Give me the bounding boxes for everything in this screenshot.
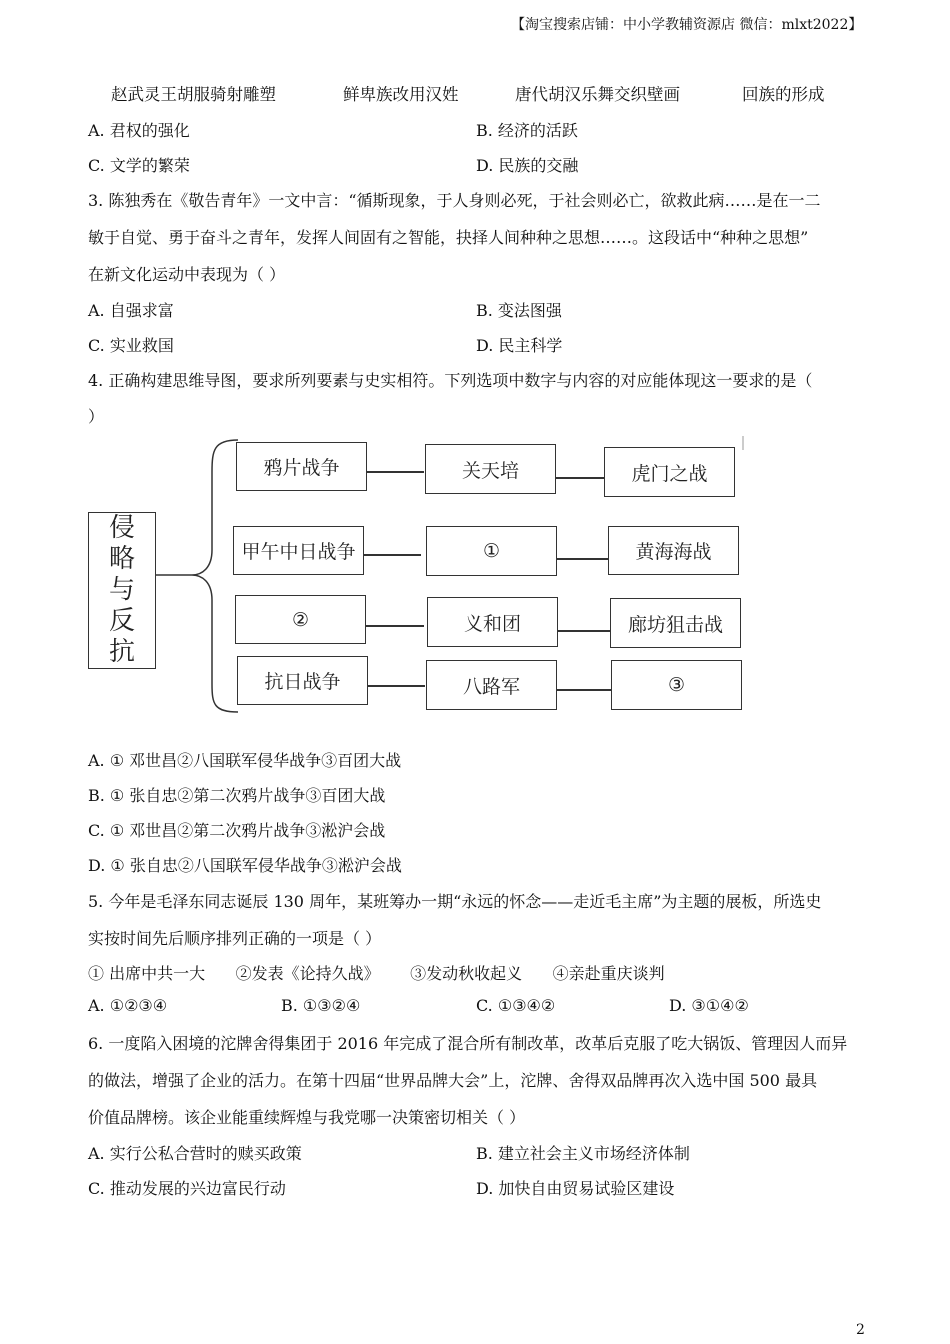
node-blank-1: ① <box>426 526 557 576</box>
connector <box>368 685 425 687</box>
q4-option-a: A. ① 邓世昌②八国联军侵华战争③百团大战 <box>88 751 402 770</box>
q2-option-d: D. 民族的交融 <box>476 156 579 175</box>
connector <box>557 558 608 560</box>
q6-stem-line-1: 6. 一度陷入困境的沱牌舍得集团于 2016 年完成了混合所有制改革，改革后克服了吃大锅饭、管理因人而异 <box>88 1034 848 1053</box>
root-box <box>88 512 156 669</box>
q3-option-d: D. 民主科学 <box>476 336 563 355</box>
q5-stem-line-1: 5. 今年是毛泽东同志诞辰 130 周年，某班筹办一期“永远的怀念——走近毛主席”为主题的展板，所选史 <box>88 892 822 911</box>
mind-map-diagram <box>88 432 748 716</box>
q6-option-d: D. 加快自由贸易试验区建设 <box>476 1179 675 1198</box>
node-humen-battle: 虎门之战 <box>604 447 735 497</box>
q4-option-c: C. ① 邓世昌②第二次鸦片战争③淞沪会战 <box>88 821 386 840</box>
q6-option-a: A. 实行公私合营时的赎买政策 <box>88 1144 302 1163</box>
q6-stem-line-3: 价值品牌榜。该企业能重续辉煌与我党哪一决策密切相关（ ） <box>88 1108 526 1127</box>
caption-3: 唐代胡汉乐舞交织壁画 <box>515 85 680 104</box>
caption-4: 回族的形成 <box>742 85 825 104</box>
q5-option-c: C. ①③④② <box>476 996 556 1015</box>
connector <box>557 689 611 691</box>
root-char-5: 抗 <box>108 637 135 667</box>
caption-1: 赵武灵王胡服骑射雕塑 <box>111 85 276 104</box>
node-anti-japanese-war: 抗日战争 <box>237 656 368 705</box>
q5-option-d: D. ③①④② <box>669 996 749 1015</box>
node-blank-3: ③ <box>611 660 742 710</box>
root-char-1: 侵 <box>108 513 135 543</box>
q5-option-b: B. ①③②④ <box>281 996 361 1015</box>
caption-2: 鲜卑族改用汉姓 <box>343 85 459 104</box>
q3-stem-line-3: 在新文化运动中表现为（ ） <box>88 265 286 284</box>
connector <box>555 477 604 479</box>
q2-option-b: B. 经济的活跃 <box>476 121 578 140</box>
node-langfang-battle: 廊坊狙击战 <box>610 598 741 648</box>
q3-stem-line-1: 3. 陈独秀在《敬告青年》一文中言：“循斯现象，于人身则必死，于社会则必亡，欲救此病……是在一二 <box>88 191 821 210</box>
root-char-4: 反 <box>108 606 135 636</box>
q4-option-d: D. ① 张自忠②八国联军侵华战争③淞沪会战 <box>88 856 402 875</box>
q6-option-b: B. 建立社会主义市场经济体制 <box>476 1144 690 1163</box>
node-sino-japanese-war: 甲午中日战争 <box>233 526 364 575</box>
q3-option-a: A. 自强求富 <box>88 301 174 320</box>
q4-option-b: B. ① 张自忠②第二次鸦片战争③百团大战 <box>88 786 386 805</box>
node-eighth-route-army: 八路军 <box>426 660 557 710</box>
node-opium-war: 鸦片战争 <box>236 442 367 491</box>
q5-stem-line-2: 实按时间先后顺序排列正确的一项是（ ） <box>88 929 382 948</box>
q2-option-c: C. 文学的繁荣 <box>88 156 190 175</box>
q4-stem-line-1: 4. 正确构建思维导图，要求所列要素与史实相符。下列选项中数字与内容的对应能体现这一要求的是（ <box>88 371 813 390</box>
q2-option-a: A. 君权的强化 <box>88 121 190 140</box>
q5-option-a: A. ①②③④ <box>88 996 168 1015</box>
connector <box>364 554 421 556</box>
node-yellow-sea-battle: 黄海海战 <box>608 526 739 575</box>
q5-items: ① 出席中共一大 ②发表《论持久战》 ③发动秋收起义 ④亲赴重庆谈判 <box>88 964 665 983</box>
connector <box>367 471 424 473</box>
page-header: 【淘宝搜索店铺：中小学教辅资源店 微信：mlxt2022】 <box>511 17 863 33</box>
node-boxers: 义和团 <box>427 597 558 647</box>
root-char-3: 与 <box>108 575 135 605</box>
q6-stem-line-2: 的做法，增强了企业的活力。在第十四届“世界品牌大会”上，沱牌、舍得双品牌再次入选中国 500 最具 <box>88 1071 818 1090</box>
q6-option-c: C. 推动发展的兴边富民行动 <box>88 1179 286 1198</box>
node-guan-tianpei: 关天培 <box>425 444 556 494</box>
q3-option-c: C. 实业救国 <box>88 336 174 355</box>
connector <box>557 630 610 632</box>
node-blank-2: ② <box>235 595 366 644</box>
page-number: 2 <box>856 1322 865 1338</box>
connector <box>366 625 424 627</box>
q3-option-b: B. 变法图强 <box>476 301 562 320</box>
q3-stem-line-2: 敏于自觉、勇于奋斗之青年，发挥人间固有之智能，抉择人间种种之思想……。这段话中“种种之思想” <box>88 228 809 247</box>
root-char-2: 略 <box>108 544 135 574</box>
q4-stem-line-2: ） <box>88 407 105 426</box>
